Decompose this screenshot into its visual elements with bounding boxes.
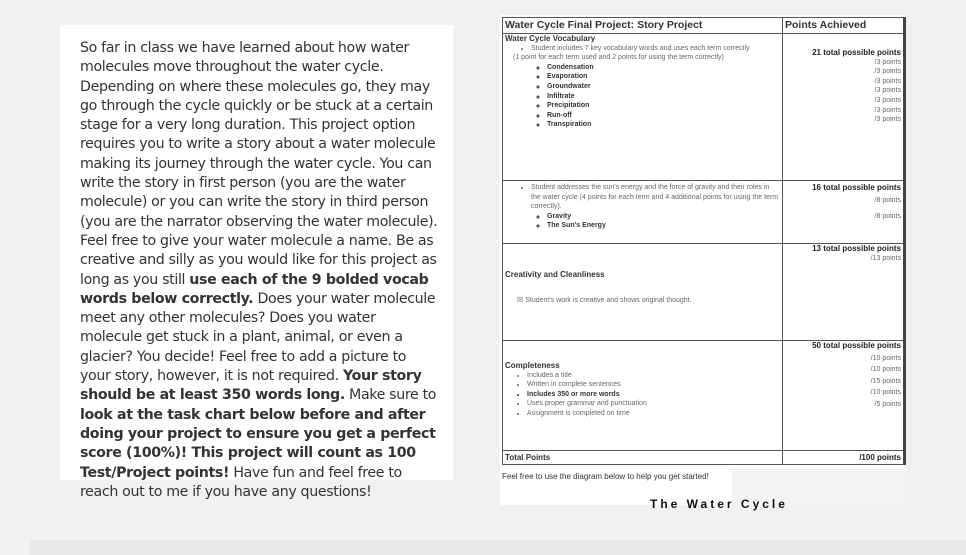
sun-points-list [785, 193, 901, 225]
item-points: /10 points [870, 389, 901, 397]
diagram-caption: Feel free to use the diagram below to help you get started! [502, 472, 709, 481]
item-points: /10 points [870, 366, 901, 374]
vocab-row [503, 34, 905, 181]
completeness-total: 50 total possible points [812, 341, 901, 350]
vocab-term: ◦ Groundwater [547, 82, 780, 92]
story-text-segment: Have fun and feel free to reach out to me if you have any questions! [80, 464, 402, 500]
vocab-note: (1 point for each term used and 2 points for using the term correctly) [513, 54, 724, 62]
vocab-term: ◦ Precipitation [547, 101, 780, 111]
term-points: /3 points [874, 77, 901, 85]
term-points: /8 points [874, 212, 901, 220]
checkbox-bullet-icon: ☒ [517, 296, 526, 304]
completeness-item: • Uses proper grammar and punctuation [527, 399, 780, 409]
item-points: /5 points [874, 400, 901, 408]
story-text-segment: Your story should be at least 350 words long. [80, 368, 422, 404]
story-text-segment: use each of the 9 bolded vocab words below correctly. [80, 271, 429, 307]
story-instructions-card [60, 25, 453, 500]
sun-bullet: • Student addresses the sun's energy and the force of gravity and their roles in the water cycle (4 points for each term and 4 additional points for using the term correctly). [531, 183, 780, 212]
completeness-row [503, 341, 905, 451]
sun-terms-list [505, 212, 780, 231]
points-header: Points Achieved [783, 18, 905, 34]
completeness-heading: Completeness [505, 361, 560, 370]
story-text-segment: Does your water molecule meet any other molecules? Does you water molecule get stuck in a plant, animal, or even a glacier? You decide! Feel free to add a picture to your story, however, it is not required. [80, 290, 436, 385]
story-text-segment: look at the task chart below before and after doing your project to ensure you get a perfect score (100%)! This project will count as 100 Test/Project points! [80, 406, 436, 481]
term-points: /3 points [874, 58, 901, 66]
diagram-title: The Water Cycle [650, 497, 788, 511]
story-text-segment: So far in class we have learned about how water molecules move throughout the water cycle. Depending on where these molecules go, they may go through the cycle quickly or be stuck at a certain stage for a very long duration. This project option requires you to write a story about a water molecule making its journey through the water cycle. You can write the story in first person (you are the water molecule) or you can write the story in third person (you are the narrator observing the water molecule). Feel free to give your water molecule a name. Be as creative and silly as you would like for this project as long as you still [80, 40, 438, 288]
item-points: /10 points [870, 354, 901, 362]
creativity-heading: Creativity and Cleanliness [505, 270, 605, 279]
sun-total: 16 total possible points [812, 183, 901, 192]
vocab-bullet: • Student includes 7 key vocabulary words and uses each term correctly [531, 44, 780, 54]
rubric-document-image [500, 15, 906, 511]
creativity-points: /13 points [870, 254, 901, 262]
vocab-term: ◦ Condensation [547, 63, 780, 73]
completeness-item: • Includes 350 or more words [527, 390, 780, 400]
vocab-points-list [785, 58, 901, 125]
vocab-term: ◦ Run-off [547, 111, 780, 121]
vocab-heading: Water Cycle Vocabulary [505, 34, 596, 43]
term-points: /3 points [874, 87, 901, 95]
story-text-segment: Make sure to [344, 387, 437, 404]
total-row [503, 451, 905, 465]
creativity-row [503, 244, 905, 341]
creativity-item: Student's work is creative and shows original thought. [525, 296, 692, 304]
completeness-item: • Written in complete sentences [527, 380, 780, 390]
sun-gravity-row [503, 181, 905, 244]
sun-term: ◦ Gravity [547, 212, 780, 222]
completeness-points-list [785, 353, 901, 411]
completeness-item: • Includes a title [527, 371, 780, 381]
creativity-total: 13 total possible points [812, 244, 901, 253]
vocab-term: ◦ Evaporation [547, 72, 780, 82]
rubric-header-row [503, 18, 905, 34]
story-instructions-text [80, 39, 440, 502]
completeness-item: • Assignment is completed on time [527, 409, 780, 419]
vocab-total: 21 total possible points [812, 48, 901, 57]
term-points: /3 points [874, 96, 901, 104]
vocab-term: ◦ Infiltrate [547, 92, 780, 102]
rubric-title: Water Cycle Final Project: Story Project [503, 18, 783, 34]
term-points: /3 points [874, 68, 901, 76]
total-points: /100 points [783, 451, 905, 465]
term-points: /3 points [874, 116, 901, 124]
total-label: Total Points [503, 451, 783, 465]
term-points: /3 points [874, 106, 901, 114]
completeness-items-list [505, 371, 780, 419]
term-points: /8 points [874, 196, 901, 204]
sun-term: ◦ The Sun's Energy [547, 221, 780, 231]
vocab-terms-list [505, 63, 780, 130]
item-points: /15 points [870, 377, 901, 385]
rubric-table [502, 17, 906, 465]
vocab-term: ◦ Transpiration [547, 120, 780, 130]
page-footer-band [30, 540, 966, 555]
